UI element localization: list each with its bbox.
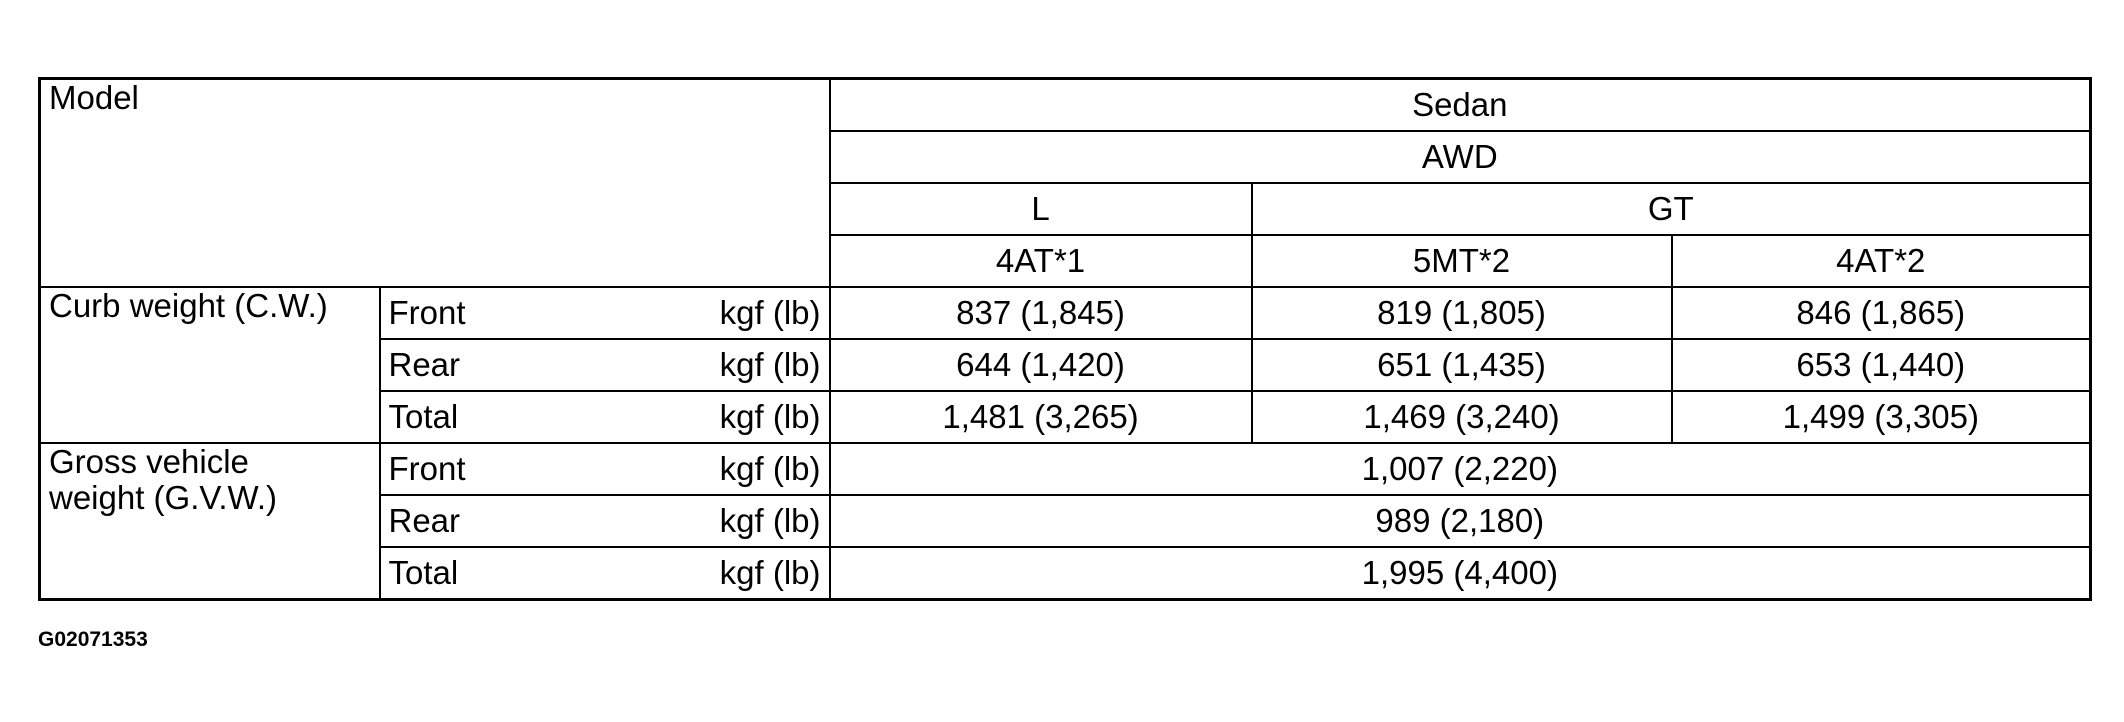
gvw-label bbox=[40, 443, 380, 600]
model-header: Model bbox=[40, 79, 830, 288]
weight-value: 989 (2,180) bbox=[830, 495, 2091, 547]
grade-header-l: L bbox=[830, 183, 1252, 235]
table-row bbox=[40, 443, 2091, 495]
transmission-header: 4AT*1 bbox=[830, 235, 1252, 287]
unit-label: kgf (lb) bbox=[600, 391, 830, 443]
table-row bbox=[40, 287, 2091, 339]
unit-label: kgf (lb) bbox=[600, 287, 830, 339]
weight-value: 1,007 (2,220) bbox=[830, 443, 2091, 495]
weight-value: 1,995 (4,400) bbox=[830, 547, 2091, 600]
weight-value: 846 (1,865) bbox=[1672, 287, 2091, 339]
body-type-header: Sedan bbox=[830, 79, 2091, 132]
weight-value: 651 (1,435) bbox=[1252, 339, 1672, 391]
unit-label: kgf (lb) bbox=[600, 495, 830, 547]
position-label: Front bbox=[380, 287, 600, 339]
transmission-header: 5MT*2 bbox=[1252, 235, 1672, 287]
position-label: Front bbox=[380, 443, 600, 495]
drive-header: AWD bbox=[830, 131, 2091, 183]
figure-id: G02071353 bbox=[38, 628, 148, 651]
weight-value: 837 (1,845) bbox=[830, 287, 1252, 339]
vehicle-weight-table bbox=[38, 77, 2092, 601]
weight-value: 819 (1,805) bbox=[1252, 287, 1672, 339]
unit-label: kgf (lb) bbox=[600, 547, 830, 600]
position-label: Rear bbox=[380, 339, 600, 391]
weight-value: 653 (1,440) bbox=[1672, 339, 2091, 391]
gvw-label-line1: Gross vehicle bbox=[49, 443, 249, 480]
transmission-header: 4AT*2 bbox=[1672, 235, 2091, 287]
unit-label: kgf (lb) bbox=[600, 339, 830, 391]
weight-value: 1,469 (3,240) bbox=[1252, 391, 1672, 443]
unit-label: kgf (lb) bbox=[600, 443, 830, 495]
weight-value: 644 (1,420) bbox=[830, 339, 1252, 391]
position-label: Total bbox=[380, 391, 600, 443]
position-label: Total bbox=[380, 547, 600, 600]
weight-value: 1,481 (3,265) bbox=[830, 391, 1252, 443]
gvw-label-line2: weight (G.V.W.) bbox=[49, 479, 278, 517]
curb-weight-label: Curb weight (C.W.) bbox=[40, 287, 380, 443]
grade-header-gt: GT bbox=[1252, 183, 2091, 235]
weight-value: 1,499 (3,305) bbox=[1672, 391, 2091, 443]
header-row-body bbox=[40, 79, 2091, 132]
position-label: Rear bbox=[380, 495, 600, 547]
